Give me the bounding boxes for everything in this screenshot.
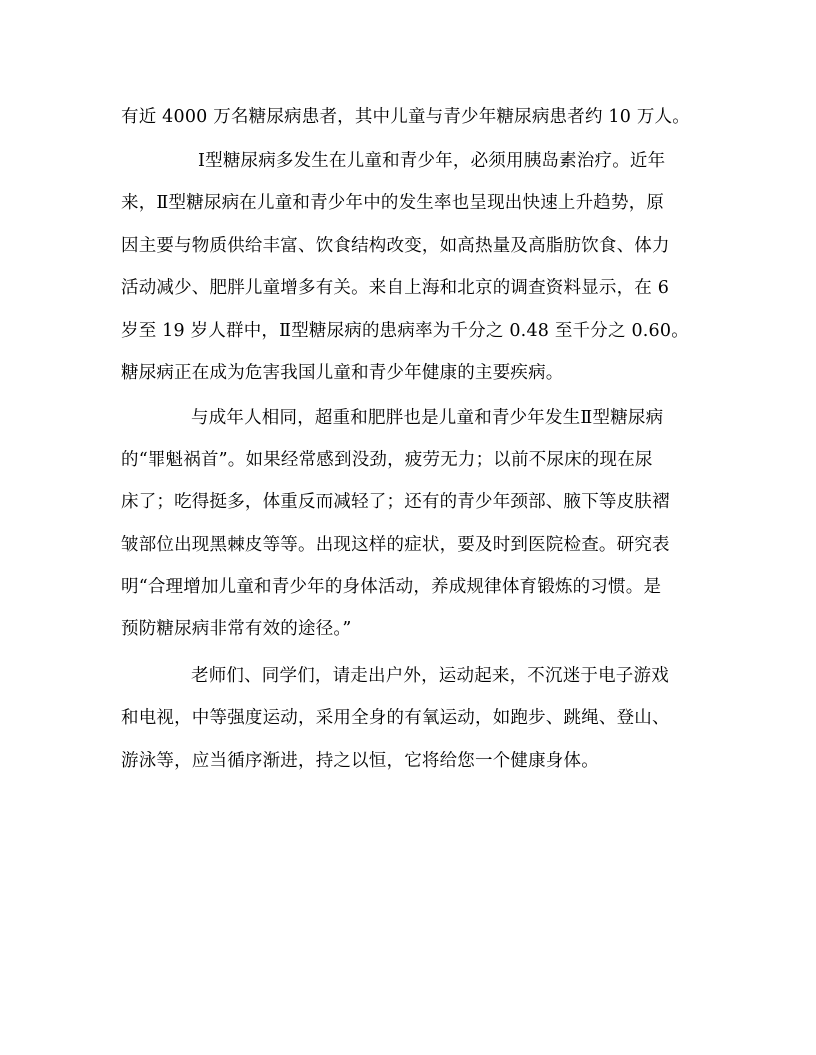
text-line: 皱部位出现黑棘皮等等。出现这样的症状，要及时到医院检查。研究表	[121, 535, 670, 555]
text-line: 与成年人相同，超重和肥胖也是儿童和青少年发生Ⅱ型糖尿病	[191, 408, 664, 428]
text-line: 和电视，中等强度运动，采用全身的有氧运动，如跑步、跳绳、登山、	[121, 708, 670, 728]
text-line: Ⅰ型糖尿病多发生在儿童和青少年，必须用胰岛素治疗。近年	[198, 151, 666, 171]
text-line: 老师们、同学们，请走出户外，运动起来，不沉迷于电子游戏	[191, 666, 669, 686]
text-line: 游泳等，应当循序渐进，持之以恒，它将给您一个健康身体。	[121, 751, 599, 771]
text-line: 糖尿病正在成为危害我国儿童和青少年健康的主要疾病。	[121, 363, 564, 383]
text-line: 床了；吃得挺多，体重反而减轻了；还有的青少年颈部、腋下等皮肤褶	[121, 492, 670, 512]
text-line: 活动减少、肥胖儿童增多有关。来自上海和北京的调查资料显示，在 6	[121, 278, 670, 298]
text-line: 预防糖尿病非常有效的途径。”	[121, 619, 352, 639]
text-line: 因主要与物质供给丰富、饮食结构改变，如高热量及高脂肪饮食、体力	[121, 236, 670, 256]
text-line: 有近 4000 万名糖尿病患者，其中儿童与青少年糖尿病患者约 10 万人。	[121, 107, 690, 127]
text-line: 明“合理增加儿童和青少年的身体活动，养成规律体育锻炼的习惯。是	[121, 577, 662, 597]
text-line: 来，Ⅱ型糖尿病在儿童和青少年中的发生率也呈现出快速上升趋势，原	[121, 193, 665, 213]
text-line: 的“罪魁祸首”。如果经常感到没劲，疲劳无力；以前不尿床的现在尿	[121, 450, 653, 470]
text-line: 岁至 19 岁人群中，Ⅱ型糖尿病的患病率为千分之 0.48 至千分之 0.60。	[121, 321, 689, 341]
